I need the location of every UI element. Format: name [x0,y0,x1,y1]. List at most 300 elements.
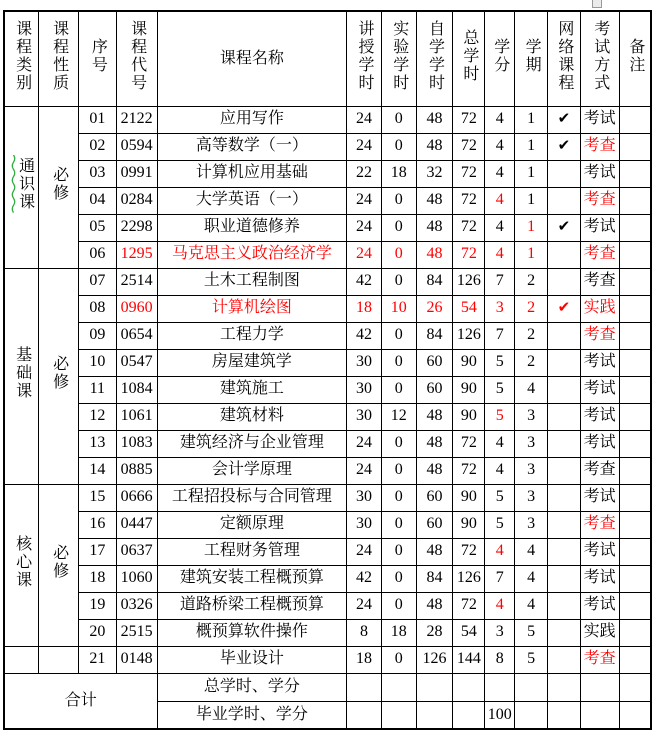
lecture-cell: 24 [347,430,382,457]
total-cell: 144 [453,646,485,673]
self-cell: 26 [416,295,453,322]
lab-cell: 0 [381,349,416,376]
lab-cell: 0 [381,322,416,349]
note-cell [619,511,651,538]
code-cell: 2515 [116,619,157,646]
lab-cell: 18 [381,619,416,646]
table-row [4,187,651,214]
col-header-note [619,11,651,106]
course-nature-cell [39,484,79,646]
online-cell [547,214,580,241]
semester-cell: 5 [515,619,548,646]
online-cell [547,349,580,376]
col-header-lab-label: 实验学时 [390,20,408,93]
exam-cell: 考试 [580,565,619,592]
total-cell: 126 [453,268,485,295]
table-row [4,430,651,457]
credits-cell: 8 [485,646,515,673]
name-cell: 定额原理 [157,511,347,538]
online-check-icon: ✔ [557,217,571,236]
self-cell: 48 [416,214,453,241]
credits-cell: 5 [485,349,515,376]
name-cell: 建筑经济与企业管理 [157,430,347,457]
footer-empty-cell [547,701,580,729]
name-cell: 职业道德修养 [157,214,347,241]
credits-cell: 4 [485,214,515,241]
col-header-semester [515,11,548,106]
credits-cell: 7 [485,322,515,349]
col-header-online [547,11,580,106]
code-cell: 1295 [116,241,157,268]
footer-empty-cell [515,701,548,729]
note-cell [619,214,651,241]
semester-cell: 4 [515,565,548,592]
note-cell [619,133,651,160]
self-cell: 48 [416,187,453,214]
name-cell: 会计学原理 [157,457,347,484]
online-cell [547,403,580,430]
online-cell [547,457,580,484]
lecture-cell: 18 [347,646,382,673]
table-row [4,349,651,376]
total-cell: 72 [453,214,485,241]
self-cell: 48 [416,403,453,430]
name-cell: 马克思主义政治经济学 [157,241,347,268]
exam-cell: 考试 [580,484,619,511]
semester-cell: 3 [515,430,548,457]
note-cell [619,565,651,592]
lab-cell: 0 [381,511,416,538]
col-header-exam [580,11,619,106]
course-category-cell [4,484,39,646]
course-nature-cell [39,268,79,484]
col-header-online-label: 网络课程 [555,20,573,93]
online-cell [547,187,580,214]
total-cell: 72 [453,241,485,268]
note-cell [619,160,651,187]
lab-cell: 0 [381,106,416,133]
name-cell: 建筑安装工程概预算 [157,565,347,592]
col-header-lecture [347,11,382,106]
note-cell [619,592,651,619]
col-header-exam-label: 考试方式 [591,20,609,93]
course-nature-cell [39,106,79,268]
footer-row-1 [4,673,651,701]
online-cell [547,295,580,322]
table-row [4,484,651,511]
lecture-cell: 24 [347,187,382,214]
total-cell: 54 [453,619,485,646]
table-row [4,268,651,295]
online-check-icon: ✔ [557,298,571,317]
total-cell: 72 [453,457,485,484]
exam-cell: 考试 [580,349,619,376]
name-cell: 建筑材料 [157,403,347,430]
code-cell: 0885 [116,457,157,484]
num-cell: 12 [78,403,116,430]
online-cell [547,430,580,457]
semester-cell: 1 [515,133,548,160]
total-cell: 126 [453,565,485,592]
online-cell [547,160,580,187]
table-row [4,592,651,619]
exam-cell: 考试 [580,403,619,430]
code-cell: 0547 [116,349,157,376]
semester-cell: 3 [515,457,548,484]
lecture-cell: 24 [347,214,382,241]
code-cell: 0284 [116,187,157,214]
exam-cell: 考试 [580,160,619,187]
col-header-nature [39,11,79,106]
code-cell: 1084 [116,376,157,403]
note-cell [619,241,651,268]
exam-cell: 考试 [580,106,619,133]
footer-empty-cell [485,673,515,701]
online-check-icon: ✔ [557,136,571,155]
note-cell [619,349,651,376]
semester-cell: 5 [515,646,548,673]
credits-cell: 4 [485,592,515,619]
note-cell [619,106,651,133]
lab-cell: 0 [381,241,416,268]
lecture-cell: 42 [347,322,382,349]
num-cell: 18 [78,565,116,592]
self-cell: 48 [416,430,453,457]
note-cell [619,187,651,214]
lecture-cell: 24 [347,538,382,565]
table-footer [4,673,651,729]
col-header-num-label: 序号 [89,38,107,75]
col-header-lab [381,11,416,106]
online-cell [547,565,580,592]
code-cell: 0148 [116,646,157,673]
footer-empty-cell [580,673,619,701]
footer-empty-cell [453,673,485,701]
table-row [4,214,651,241]
num-cell: 11 [78,376,116,403]
footer-empty-cell [381,701,416,729]
total-cell: 126 [453,322,485,349]
credits-cell: 4 [485,430,515,457]
table-row [4,160,651,187]
name-cell: 计算机绘图 [157,295,347,322]
lecture-cell: 42 [347,268,382,295]
table-row [4,538,651,565]
course-category-cell [4,646,39,673]
note-cell [619,484,651,511]
credits-cell: 4 [485,106,515,133]
online-cell [547,241,580,268]
note-cell [619,268,651,295]
self-cell: 60 [416,484,453,511]
total-cell: 90 [453,349,485,376]
online-cell [547,376,580,403]
table-row [4,403,651,430]
table-row [4,106,651,133]
lecture-cell: 24 [347,457,382,484]
course-nature-label: 必修 [50,544,68,581]
online-cell [547,646,580,673]
note-cell [619,322,651,349]
graduation-hours-credits-label: 毕业学时、学分 [157,701,347,729]
online-cell [547,133,580,160]
num-cell: 14 [78,457,116,484]
lab-cell: 0 [381,214,416,241]
col-header-lecture-label: 讲授学时 [355,20,373,93]
table-row [4,457,651,484]
online-cell [547,538,580,565]
online-cell [547,592,580,619]
col-header-name [157,11,347,106]
code-cell: 1061 [116,403,157,430]
code-cell: 2514 [116,268,157,295]
total-cell: 72 [453,133,485,160]
table-row [4,322,651,349]
exam-cell: 考查 [580,322,619,349]
online-cell [547,484,580,511]
self-cell: 28 [416,619,453,646]
footer-empty-cell [416,673,453,701]
credits-cell: 4 [485,187,515,214]
exam-cell: 考试 [580,430,619,457]
footer-empty-cell [453,701,485,729]
header-row [4,11,651,106]
code-cell: 0666 [116,484,157,511]
lab-cell: 0 [381,133,416,160]
note-cell [619,295,651,322]
course-nature-label: 必修 [50,166,68,203]
col-header-note-label: 备注 [626,38,644,75]
footer-empty-cell [347,701,382,729]
name-cell: 道路桥梁工程概预算 [157,592,347,619]
total-cell: 90 [453,511,485,538]
col-header-self [416,11,453,106]
code-cell: 2122 [116,106,157,133]
lecture-cell: 22 [347,160,382,187]
lecture-cell: 30 [347,403,382,430]
course-rows [4,106,651,673]
col-header-code [116,11,157,106]
name-cell: 房屋建筑学 [157,349,347,376]
total-cell: 72 [453,106,485,133]
num-cell: 16 [78,511,116,538]
num-cell: 19 [78,592,116,619]
name-cell: 工程力学 [157,322,347,349]
exam-cell: 考试 [580,592,619,619]
exam-cell: 考试 [580,538,619,565]
table-row [4,619,651,646]
col-header-total-label: 总学时 [460,29,478,84]
footer-empty-cell [619,673,651,701]
col-header-credits [485,11,515,106]
course-nature-cell [39,646,79,673]
num-cell: 21 [78,646,116,673]
self-cell: 48 [416,133,453,160]
semester-cell: 4 [515,592,548,619]
total-summary-cell: 合计 [4,673,157,729]
credits-cell: 4 [485,538,515,565]
online-cell [547,619,580,646]
curriculum-table-sheet[interactable] [3,10,652,730]
course-category-label: 通识课 [16,157,34,212]
exam-cell: 考查 [580,646,619,673]
lab-cell: 0 [381,187,416,214]
lab-cell: 0 [381,376,416,403]
num-cell: 15 [78,484,116,511]
name-cell: 建筑施工 [157,376,347,403]
note-cell [619,619,651,646]
col-header-semester-label: 学期 [523,38,541,75]
lecture-cell: 18 [347,295,382,322]
table-header [4,11,651,106]
lecture-cell: 30 [347,376,382,403]
credits-cell: 5 [485,484,515,511]
table-row [4,133,651,160]
lab-cell: 0 [381,565,416,592]
num-cell: 02 [78,133,116,160]
lecture-cell: 24 [347,241,382,268]
lecture-cell: 30 [347,511,382,538]
footer-empty-cell [416,701,453,729]
num-cell: 05 [78,214,116,241]
num-cell: 17 [78,538,116,565]
name-cell: 应用写作 [157,106,347,133]
name-cell: 概预算软件操作 [157,619,347,646]
col-header-category-label: 课程类别 [13,20,31,93]
total-cell: 72 [453,592,485,619]
exam-cell: 考查 [580,511,619,538]
lab-cell: 0 [381,538,416,565]
footer-empty-cell [619,701,651,729]
code-cell: 1083 [116,430,157,457]
lecture-cell: 24 [347,592,382,619]
name-cell: 高等数学（一） [157,133,347,160]
col-header-credits-label: 学分 [491,38,509,75]
num-cell: 08 [78,295,116,322]
table-row [4,565,651,592]
semester-cell: 4 [515,538,548,565]
code-cell: 0326 [116,592,157,619]
code-cell: 1060 [116,565,157,592]
note-cell [619,457,651,484]
lecture-cell: 42 [347,565,382,592]
exam-cell: 实践 [580,295,619,322]
self-cell: 32 [416,160,453,187]
credits-cell: 5 [485,376,515,403]
self-cell: 48 [416,106,453,133]
semester-cell: 3 [515,511,548,538]
col-header-total [453,11,485,106]
self-cell: 84 [416,322,453,349]
credits-cell: 3 [485,619,515,646]
exam-cell: 考查 [580,241,619,268]
name-cell: 毕业设计 [157,646,347,673]
table-row [4,376,651,403]
name-cell: 工程招投标与合同管理 [157,484,347,511]
name-cell: 土木工程制图 [157,268,347,295]
lab-cell: 10 [381,295,416,322]
exam-cell: 考试 [580,376,619,403]
name-cell: 大学英语（一） [157,187,347,214]
exam-cell: 考查 [580,457,619,484]
self-cell: 84 [416,268,453,295]
credits-cell: 4 [485,457,515,484]
credits-cell: 4 [485,241,515,268]
spellcheck-squiggle-icon [11,155,16,213]
total-hours-credits-label: 总学时、学分 [157,673,347,701]
footer-empty-cell [515,673,548,701]
lecture-cell: 30 [347,484,382,511]
semester-cell: 4 [515,376,548,403]
num-cell: 06 [78,241,116,268]
lab-cell: 0 [381,592,416,619]
code-cell: 0447 [116,511,157,538]
self-cell: 126 [416,646,453,673]
self-cell: 84 [416,565,453,592]
num-cell: 03 [78,160,116,187]
course-nature-label: 必修 [50,355,68,392]
online-cell [547,106,580,133]
curriculum-table [3,10,652,730]
credits-cell: 7 [485,268,515,295]
total-cell: 54 [453,295,485,322]
lecture-cell: 30 [347,349,382,376]
code-cell: 0654 [116,322,157,349]
semester-cell: 1 [515,160,548,187]
semester-cell: 2 [515,349,548,376]
semester-cell: 2 [515,322,548,349]
credits-cell: 4 [485,133,515,160]
total-cell: 90 [453,484,485,511]
graduation-credits-cell: 100 [485,701,515,729]
anchor-artifact [592,0,602,8]
total-cell: 72 [453,430,485,457]
online-check-icon: ✔ [557,109,571,128]
course-category-cell [4,268,39,484]
self-cell: 48 [416,457,453,484]
total-cell: 90 [453,403,485,430]
semester-cell: 3 [515,403,548,430]
code-cell: 0991 [116,160,157,187]
online-cell [547,511,580,538]
col-header-name-label: 课程名称 [219,49,284,67]
self-cell: 48 [416,538,453,565]
credits-cell: 5 [485,511,515,538]
col-header-category [4,11,39,106]
lab-cell: 12 [381,403,416,430]
table-row [4,646,651,673]
name-cell: 计算机应用基础 [157,160,347,187]
exam-cell: 实践 [580,619,619,646]
code-cell: 2298 [116,214,157,241]
code-cell: 0637 [116,538,157,565]
lecture-cell: 24 [347,133,382,160]
exam-cell: 考查 [580,133,619,160]
total-cell: 72 [453,160,485,187]
footer-empty-cell [347,673,382,701]
num-cell: 20 [78,619,116,646]
col-header-num [78,11,116,106]
exam-cell: 考试 [580,214,619,241]
online-cell [547,268,580,295]
footer-empty-cell [580,701,619,729]
semester-cell: 1 [515,106,548,133]
total-cell: 72 [453,187,485,214]
num-cell: 13 [78,430,116,457]
note-cell [619,646,651,673]
total-cell: 90 [453,376,485,403]
lab-cell: 18 [381,160,416,187]
